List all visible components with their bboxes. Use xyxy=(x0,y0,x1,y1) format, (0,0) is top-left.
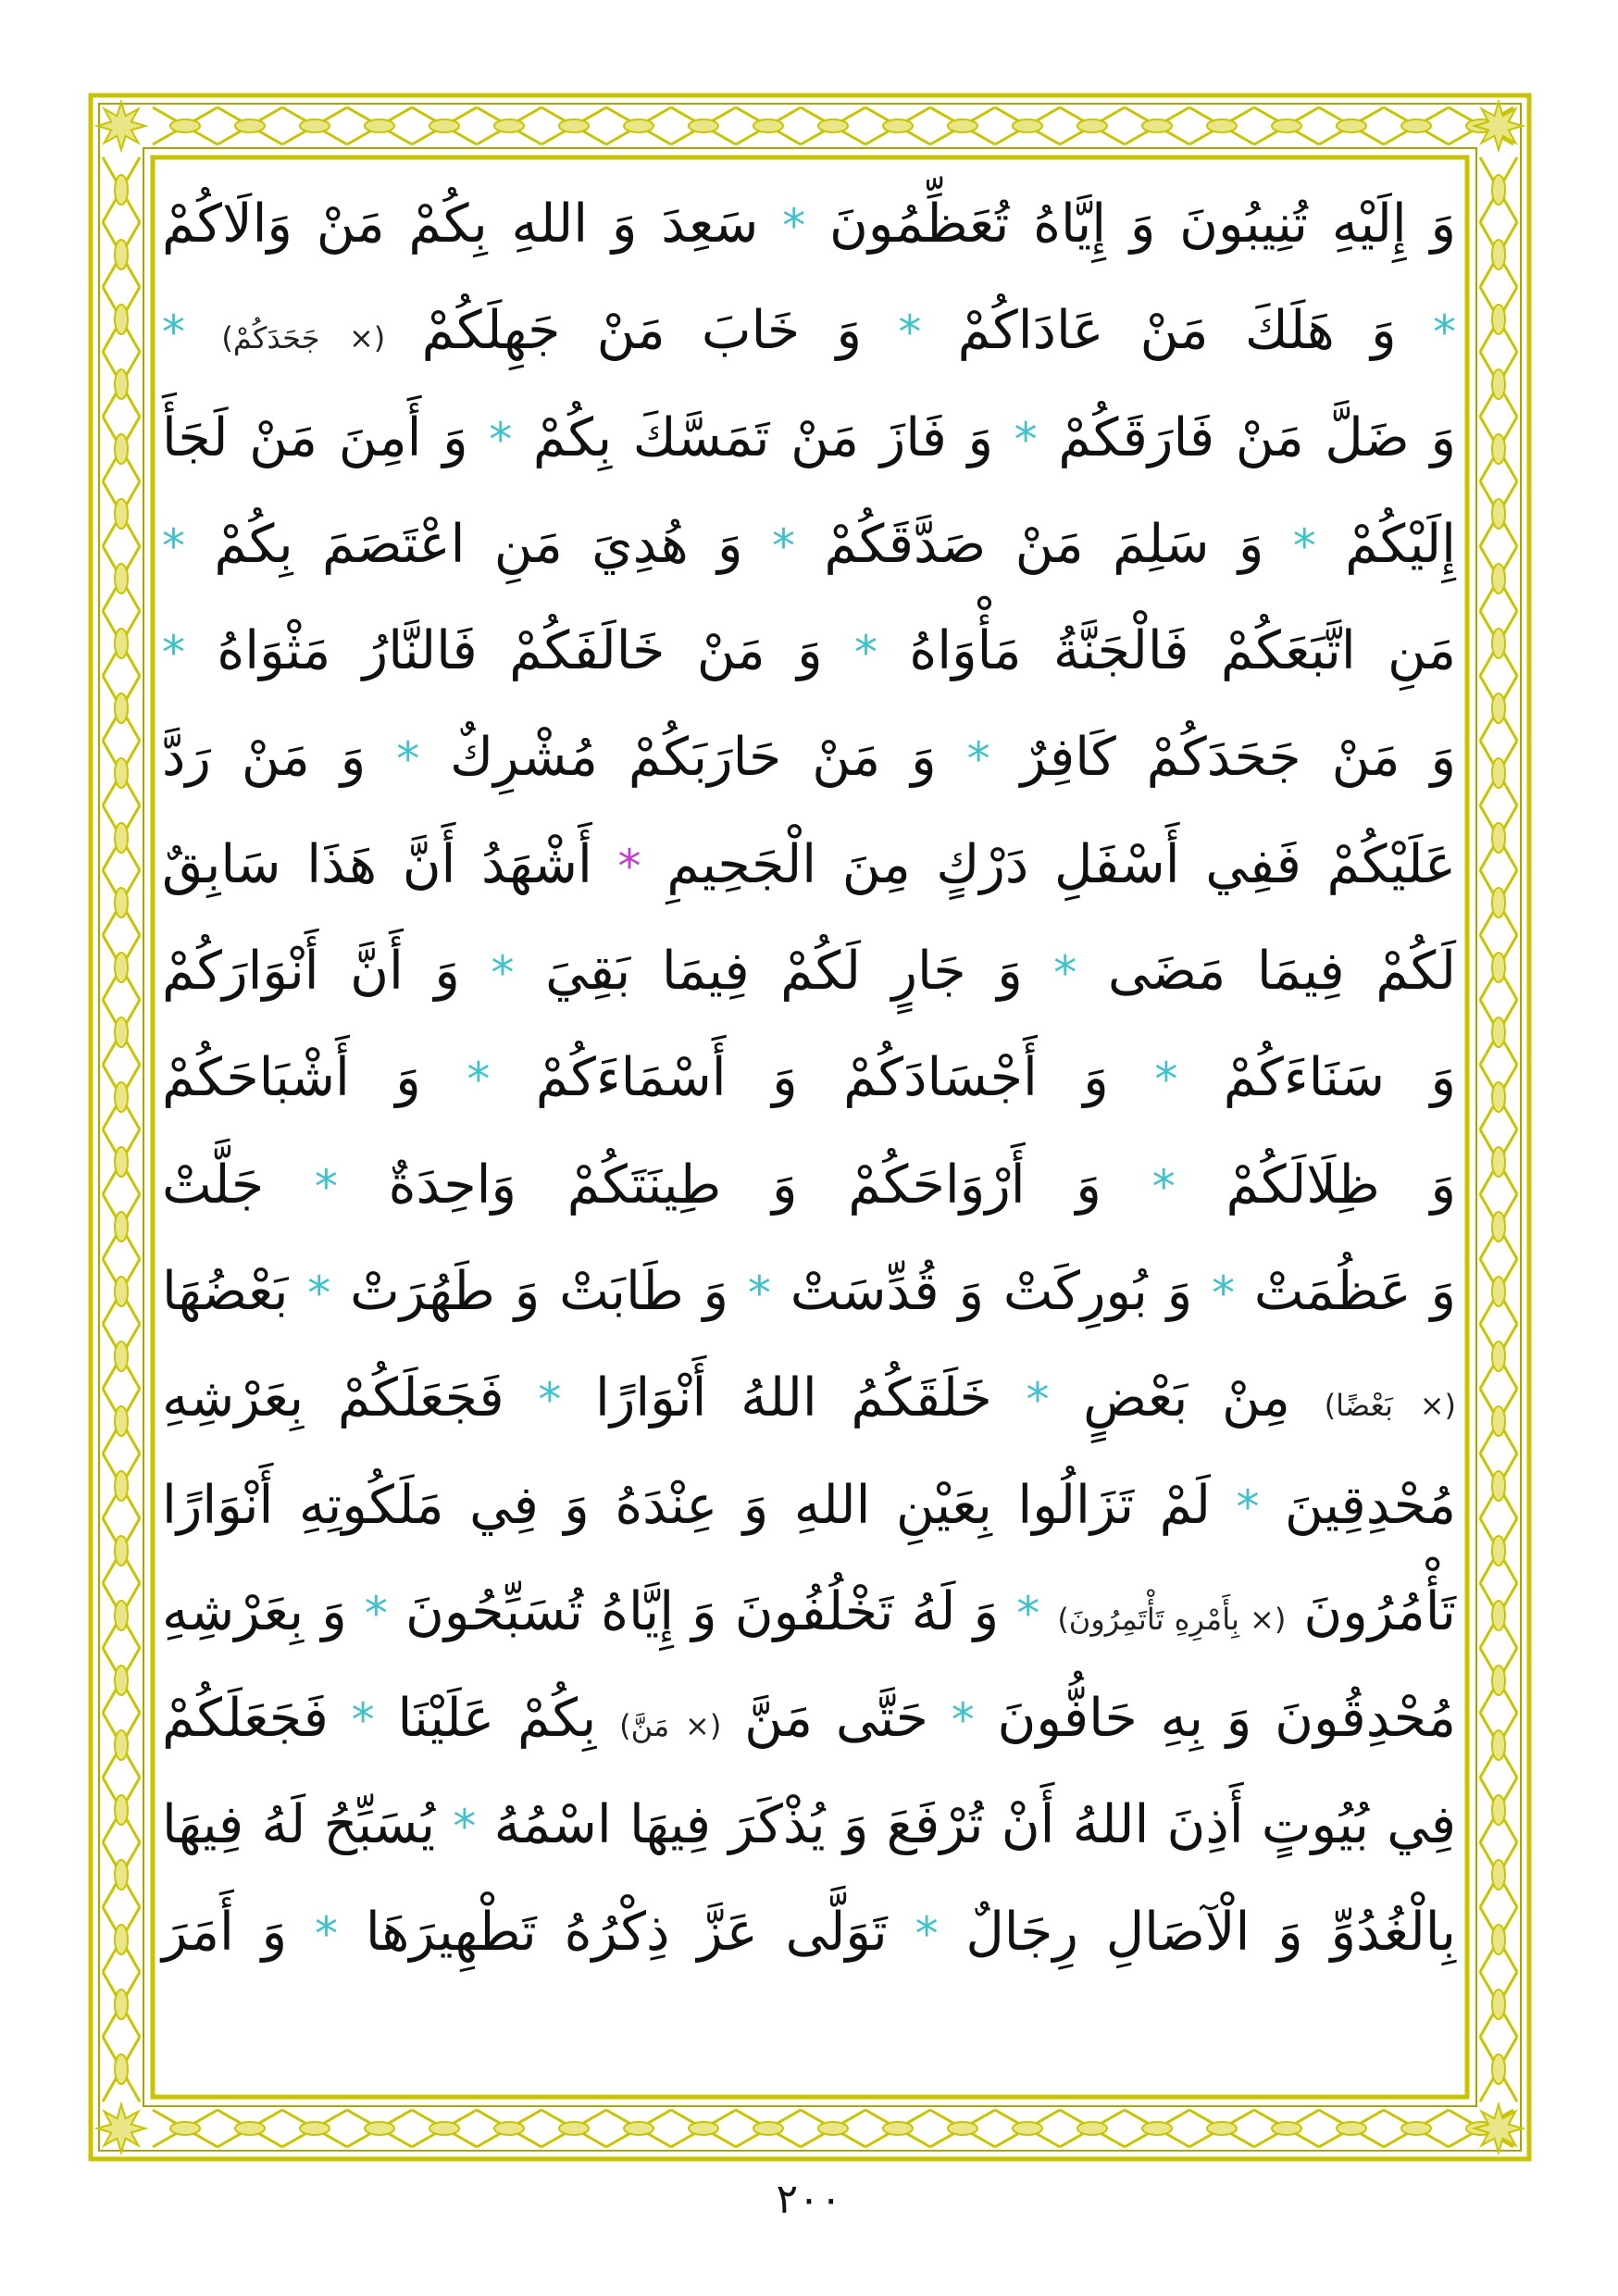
verse-separator-star-icon: * xyxy=(1433,306,1457,360)
border-ornament-icon xyxy=(1272,2122,1301,2135)
border-ornament-icon xyxy=(115,1925,128,1954)
text-line xyxy=(162,385,1456,492)
border-ornament-icon xyxy=(115,1601,128,1630)
border-ornament-icon xyxy=(235,2122,265,2135)
text-line xyxy=(162,1666,1456,1772)
text-segment: لَكُمْ فِيمَا مَضَى xyxy=(1077,941,1457,1003)
border-ornament-icon xyxy=(1492,1536,1505,1566)
verse-separator-star-icon: * xyxy=(489,412,513,467)
text-segment: جَلَّتْ xyxy=(162,1154,315,1216)
text-segment: وَ أَجْسَادَكُمْ وَ أَسْمَاءَكُمْ xyxy=(490,1047,1155,1109)
border-ornament-icon xyxy=(115,175,128,205)
border-ornament-icon xyxy=(1492,823,1505,853)
border-ornament-icon xyxy=(115,499,128,529)
text-segment: لَمْ تَزَالُوا بِعَيْنِ اللهِ وَ عِنْدَهُ وَ فِي مَلَكُوتِهِ أَنْوَارًا xyxy=(162,1474,1237,1536)
border-ornament-icon xyxy=(1492,1795,1505,1825)
border-ornament-icon xyxy=(1492,1017,1505,1047)
text-segment: وَ أَمِنَ مَنْ لَجَأَ xyxy=(162,406,490,468)
border-ornament-icon xyxy=(115,888,128,917)
text-segment: فِي بُيُوتٍ أَذِنَ اللهُ أَنْ تُرْفَعَ وَ يُذْكَرَ فِيهَا اسْمُهُ xyxy=(476,1794,1456,1856)
verse-separator-star-icon: * xyxy=(162,306,185,360)
verse-separator-star-icon: * xyxy=(1053,946,1077,1001)
verse-separator-star-icon: * xyxy=(771,518,795,573)
border-ornament-icon xyxy=(559,2122,589,2135)
text-segment: وَ سَلِمَ مَنْ صَدَّقَكُمْ xyxy=(794,513,1293,575)
text-segment: وَ سَنَاءَكُمْ xyxy=(1177,1047,1457,1109)
border-ornament-icon xyxy=(115,1406,128,1436)
border-ornament-icon xyxy=(1077,119,1107,132)
border-ornament-icon xyxy=(300,119,330,132)
border-ornament-icon xyxy=(689,119,718,132)
text-segment: وَ فَازَ مَنْ تَمَسَّكَ بِكُمْ xyxy=(512,406,1014,468)
text-segment: إِلَيْكُمْ xyxy=(1315,513,1456,575)
border-ornament-icon xyxy=(115,693,128,723)
verse-separator-star-icon: * xyxy=(1292,518,1316,573)
verse-separator-star-icon: * xyxy=(966,732,990,787)
text-segment: فَجَعَلَكُمْ بِعَرْشِهِ xyxy=(162,1367,539,1429)
border-ornament-icon xyxy=(115,758,128,788)
text-segment: وَ أَمَرَ xyxy=(162,1901,315,1963)
text-body xyxy=(162,171,1456,2069)
variant-reading-note: (× جَحَدَكُمْ) xyxy=(221,320,386,356)
variant-reading-note: (× بِأَمْرِهِ تَأْتَمِرُونَ) xyxy=(1057,1601,1287,1637)
border-ornament-icon xyxy=(115,2054,128,2084)
text-line xyxy=(162,1132,1456,1239)
border-ornament-icon xyxy=(1492,499,1505,529)
text-segment: مَنِ اتَّبَعَكُمْ فَالْجَنَّةُ مَأْوَاهُ xyxy=(877,620,1456,682)
border-ornament-icon xyxy=(1492,2054,1505,2084)
border-ornament-icon xyxy=(1492,888,1505,917)
text-line xyxy=(162,492,1456,598)
border-ornament-icon xyxy=(115,823,128,853)
verse-separator-star-icon: * xyxy=(1212,1266,1236,1320)
text-segment: وَ عَظُمَتْ xyxy=(1235,1260,1456,1322)
verse-separator-star-icon: * xyxy=(1236,1479,1260,1534)
border-ornament-icon xyxy=(429,2122,459,2135)
border-ornament-icon xyxy=(1077,2122,1107,2135)
text-segment: مُحْدِقُونَ وَ بِهِ حَافُّونَ xyxy=(974,1688,1456,1750)
border-ornament-icon xyxy=(1492,1212,1505,1242)
text-segment: وَ أَشْبَاحَكُمْ xyxy=(162,1047,467,1109)
verse-separator-star-icon: * xyxy=(491,946,515,1001)
border-ornament-icon xyxy=(170,2122,200,2135)
verse-separator-star-icon: * xyxy=(396,732,420,787)
border-ornament-icon xyxy=(1492,1730,1505,1760)
text-segment: وَ إِلَيْهِ تُنِيبُونَ وَ إِيَّاهُ تُعَظِّمُونَ xyxy=(805,193,1456,255)
verse-separator-star-icon: * xyxy=(314,1159,338,1214)
corner-star-icon xyxy=(1475,2104,1523,2152)
corner-star-icon xyxy=(1475,102,1523,150)
verse-separator-star-icon: * xyxy=(162,626,185,680)
border-ornament-icon xyxy=(115,1990,128,2019)
verse-separator-star-icon: * xyxy=(467,1053,491,1107)
text-segment: وَ بِعَرْشِهِ xyxy=(162,1580,365,1642)
verse-separator-star-icon: * xyxy=(747,1266,771,1320)
text-segment: أَشْهَدُ أَنَّ هَذَا سَابِقٌ xyxy=(162,833,618,895)
border-ornament-icon xyxy=(115,1860,128,1890)
text-segment: بَعْضُهَا xyxy=(162,1260,308,1322)
border-ornament-icon xyxy=(1492,175,1505,205)
border-ornament-icon xyxy=(115,240,128,269)
verse-separator-star-icon: * xyxy=(1154,1053,1178,1107)
border-ornament-icon xyxy=(818,119,848,132)
border-ornament-icon xyxy=(1492,369,1505,399)
text-line xyxy=(162,1772,1456,1878)
border-ornament-icon xyxy=(170,119,200,132)
verse-separator-star-icon: * xyxy=(1151,1159,1176,1214)
border-ornament-icon xyxy=(429,119,459,132)
text-segment xyxy=(185,300,221,361)
text-segment: فَجَعَلَكُمْ xyxy=(162,1688,352,1750)
text-line xyxy=(162,918,1456,1025)
border-ornament-icon xyxy=(115,1017,128,1047)
border-ornament-icon xyxy=(1492,1990,1505,2019)
border-ornament-icon xyxy=(115,1666,128,1695)
verse-separator-star-icon: * xyxy=(1014,412,1038,467)
text-segment: وَ طَابَتْ وَ طَهُرَتْ xyxy=(330,1260,748,1322)
text-line xyxy=(162,171,1456,278)
border-ornament-icon xyxy=(300,2122,330,2135)
border-ornament-icon xyxy=(115,1147,128,1177)
border-ornament-icon xyxy=(1492,693,1505,723)
border-ornament-icon xyxy=(689,2122,718,2135)
border-ornament-icon xyxy=(365,119,394,132)
text-segment: وَ هُدِيَ مَنِ اعْتَصَمَ بِكُمْ xyxy=(185,513,772,575)
text-line xyxy=(162,598,1456,705)
border-ornament-icon xyxy=(883,2122,913,2135)
border-ornament-icon xyxy=(948,2122,977,2135)
border-ornament-icon xyxy=(1337,119,1366,132)
border-ornament-icon xyxy=(1492,434,1505,464)
border-ornament-icon xyxy=(883,119,913,132)
border-ornament-icon xyxy=(1142,119,1172,132)
border-ornament-icon xyxy=(1401,2122,1431,2135)
border-ornament-icon xyxy=(1492,1082,1505,1112)
border-ornament-icon xyxy=(818,2122,848,2135)
verse-separator-star-icon: * xyxy=(453,1800,477,1854)
border-ornament-icon xyxy=(115,1212,128,1242)
text-segment: وَ جَارٍ لَكُمْ فِيمَا بَقِيَ xyxy=(514,941,1054,1003)
border-ornament-icon xyxy=(1492,564,1505,593)
verse-separator-star-icon: * xyxy=(782,199,806,253)
border-ornament-icon xyxy=(1272,119,1301,132)
verse-separator-star-icon: * xyxy=(854,626,877,680)
text-segment: بِالْغُدُوِّ وَ الْآصَالِ رِجَالٌ xyxy=(938,1901,1456,1963)
verse-separator-star-icon: * xyxy=(351,1693,375,1748)
text-segment: وَ أَرْوَاحَكُمْ وَ طِينَتَكُمْ وَاحِدَةٌ xyxy=(337,1154,1152,1216)
verse-separator-star-icon: * xyxy=(1016,1586,1040,1641)
border-ornament-icon xyxy=(1492,1925,1505,1954)
border-ornament-icon xyxy=(494,2122,524,2135)
border-ornament-icon xyxy=(1492,1277,1505,1306)
text-line xyxy=(162,1453,1456,1559)
border-ornament-icon xyxy=(1492,1666,1505,1695)
text-segment: وَ بُورِكَتْ وَ قُدِّسَتْ xyxy=(770,1260,1213,1322)
border-ornament-icon xyxy=(115,1082,128,1112)
text-segment: سَعِدَ وَ اللهِ بِكُمْ مَنْ وَالَاكُمْ xyxy=(162,193,783,255)
text-segment: وَ مَنْ خَالَفَكُمْ فَالنَّارُ مَثْوَاهُ xyxy=(185,620,854,682)
border-ornament-icon xyxy=(753,119,783,132)
border-ornament-icon xyxy=(115,564,128,593)
text-segment: يُسَبِّحُ لَهُ فِيهَا xyxy=(162,1794,454,1856)
text-segment: وَ مَنْ جَحَدَكُمْ كَافِرٌ xyxy=(989,727,1456,789)
page-number: ٢٠٠ xyxy=(776,2176,842,2223)
text-segment: مُحْدِقِينَ xyxy=(1259,1474,1457,1536)
verse-separator-star-icon: * xyxy=(915,1906,939,1961)
text-segment: تَأْمُرُونَ xyxy=(1286,1580,1457,1642)
border-ornament-icon xyxy=(1492,1341,1505,1371)
border-ornament-icon xyxy=(115,305,128,334)
border-ornament-icon xyxy=(1492,629,1505,658)
text-line xyxy=(162,1025,1456,1131)
border-ornament-icon xyxy=(559,119,589,132)
border-ornament-icon xyxy=(1492,305,1505,334)
border-ornament-icon xyxy=(115,1471,128,1501)
verse-separator-star-icon: * xyxy=(364,1586,388,1641)
border-ornament-icon xyxy=(1401,119,1431,132)
text-line xyxy=(162,1879,1456,1986)
border-ornament-icon xyxy=(1492,1860,1505,1890)
border-ornament-icon xyxy=(365,2122,394,2135)
border-ornament-icon xyxy=(1492,953,1505,982)
border-ornament-icon xyxy=(1492,1471,1505,1501)
verse-separator-star-icon: * xyxy=(315,1906,338,1961)
text-line xyxy=(162,705,1456,811)
variant-reading-note: (× بَعْضًا) xyxy=(1324,1388,1456,1424)
text-segment xyxy=(1039,1581,1057,1642)
verse-separator-star-icon: * xyxy=(617,839,641,893)
border-ornament-icon xyxy=(115,629,128,658)
text-segment: خَلَقَكُمُ اللهُ أَنْوَارًا xyxy=(561,1367,1027,1429)
text-segment: تَوَلَّى عَزَّ ذِكْرُهُ تَطْهِيرَهَا xyxy=(338,1901,915,1963)
border-ornament-icon xyxy=(115,434,128,464)
border-ornament-icon xyxy=(235,119,265,132)
text-segment: بِكُمْ عَلَيْنَا xyxy=(374,1688,620,1750)
text-segment: وَ مَنْ حَارَبَكُمْ مُشْرِكٌ xyxy=(419,727,967,789)
corner-star-icon xyxy=(97,2104,145,2152)
text-line xyxy=(162,812,1456,918)
text-line xyxy=(162,1345,1456,1452)
border-ornament-icon xyxy=(1492,240,1505,269)
border-ornament-icon xyxy=(1492,1601,1505,1630)
verse-separator-star-icon: * xyxy=(538,1373,562,1428)
text-segment: وَ ضَلَّ مَنْ فَارَقَكُمْ xyxy=(1037,406,1456,468)
verse-separator-star-icon: * xyxy=(1026,1373,1050,1428)
verse-separator-star-icon: * xyxy=(162,518,185,573)
text-segment: وَ مَنْ رَدَّ xyxy=(162,727,397,789)
verse-separator-star-icon: * xyxy=(307,1266,331,1320)
text-line xyxy=(162,278,1456,384)
text-segment: وَ ظِلَالَكُمْ xyxy=(1175,1154,1456,1216)
variant-reading-note: (× مَنَّ) xyxy=(619,1708,722,1744)
border-ornament-icon xyxy=(115,369,128,399)
text-line xyxy=(162,1239,1456,1345)
border-ornament-icon xyxy=(1492,1406,1505,1436)
border-ornament-icon xyxy=(624,119,653,132)
corner-star-icon xyxy=(97,102,145,150)
border-ornament-icon xyxy=(115,1536,128,1566)
text-segment: وَ أَنَّ أَنْوَارَكُمْ xyxy=(162,941,492,1003)
border-ornament-icon xyxy=(115,1341,128,1371)
border-ornament-icon xyxy=(753,2122,783,2135)
border-ornament-icon xyxy=(948,119,977,132)
border-ornament-icon xyxy=(1013,2122,1042,2135)
border-ornament-icon xyxy=(115,1730,128,1760)
border-ornament-icon xyxy=(115,1795,128,1825)
border-ornament-icon xyxy=(1142,2122,1172,2135)
border-ornament-icon xyxy=(115,1277,128,1306)
text-segment: وَ هَلَكَ مَنْ عَادَاكُمْ xyxy=(921,300,1434,362)
border-ornament-icon xyxy=(1337,2122,1366,2135)
border-ornament-icon xyxy=(1492,1147,1505,1177)
border-ornament-icon xyxy=(1207,2122,1237,2135)
text-segment: وَ خَابَ مَنْ جَهِلَكُمْ xyxy=(385,300,899,362)
verse-separator-star-icon: * xyxy=(951,1693,975,1748)
text-segment: وَ لَهُ تَخْلُفُونَ وَ إِيَّاهُ تُسَبِّحُونَ xyxy=(387,1580,1017,1642)
border-ornament-icon xyxy=(1013,119,1042,132)
verse-separator-star-icon: * xyxy=(898,306,922,360)
border-ornament-icon xyxy=(1492,758,1505,788)
border-ornament-icon xyxy=(494,119,524,132)
text-segment: حَتَّى مَنَّ xyxy=(721,1688,952,1750)
text-segment: عَلَيْكُمْ فَفِي أَسْفَلِ دَرْكٍ مِنَ الْجَحِيمِ xyxy=(641,833,1456,895)
text-line xyxy=(162,1559,1456,1666)
text-segment: مِنْ بَعْضٍ xyxy=(1049,1367,1325,1429)
border-ornament-icon xyxy=(115,953,128,982)
border-ornament-icon xyxy=(1207,119,1237,132)
border-ornament-icon xyxy=(624,2122,653,2135)
